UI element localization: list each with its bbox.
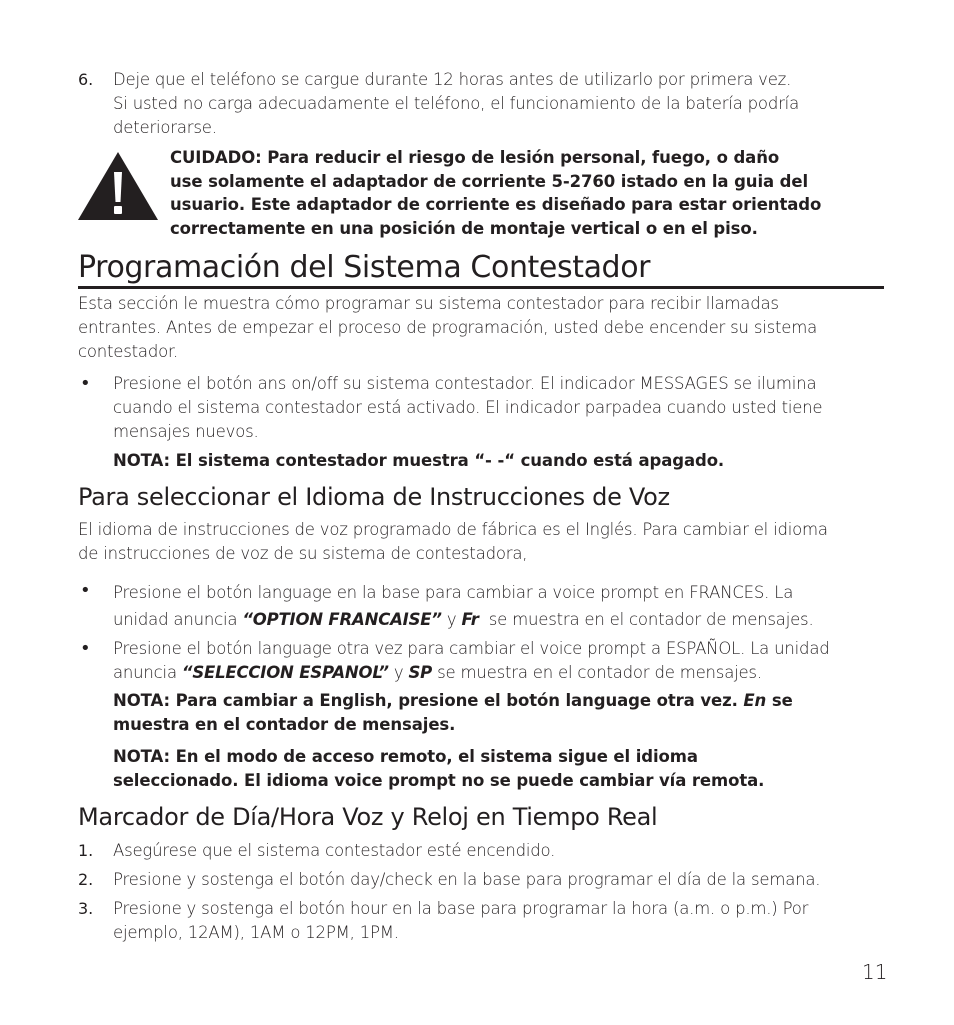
- bullet-text: [113, 637, 830, 685]
- bullet-line: mensajes nuevos.: [113, 422, 259, 441]
- intro-line: Esta sección le muestra cómo programar su sistema contestador para recibir llamadas: [78, 294, 779, 313]
- step-text: [113, 68, 799, 140]
- warning-triangle-icon: [78, 152, 158, 220]
- note-text: NOTA: El sistema contestador muestra “- -“ cuando está apagado.: [113, 451, 725, 470]
- subsection-intro: [78, 518, 828, 566]
- bullet-marker: •: [80, 580, 91, 601]
- display-code: SP: [408, 663, 433, 682]
- text-run: anuncia: [113, 663, 182, 682]
- text-run: se: [766, 691, 793, 710]
- subsection-intro-line: El idioma de instrucciones de voz programado de fábrica es el Inglés. Para cambiar el idioma: [78, 520, 828, 539]
- bullet-line: [113, 661, 830, 685]
- announcement-text: “OPTION FRANCAISE”: [242, 610, 442, 629]
- step-line: Deje que el teléfono se cargue durante 12 horas antes de utilizarlo por primera vez.: [113, 70, 792, 89]
- bullet-marker: •: [80, 638, 91, 659]
- section-divider: [78, 286, 884, 289]
- bullet-text: [113, 579, 814, 633]
- text-run: y: [441, 610, 462, 629]
- bullet-line: [113, 606, 814, 633]
- display-code: En: [743, 691, 767, 710]
- text-run: NOTA: Para cambiar a English, presione el botón language otra vez.: [113, 691, 744, 710]
- intro-line: contestador.: [78, 342, 179, 361]
- intro-paragraph: [78, 292, 817, 364]
- text-run: se muestra en el contador de mensajes.: [478, 610, 814, 629]
- step-text: [113, 897, 808, 945]
- text-run: y: [388, 663, 409, 682]
- subsection-title: Para seleccionar el Idioma de Instrucciones de Voz: [78, 483, 670, 511]
- step-text: Asegúrese que el sistema contestador esté encendido.: [113, 841, 556, 860]
- step-line: ejemplo, 12AM), 1AM o 12PM, 1PM.: [113, 923, 399, 942]
- note-line: seleccionado. El idioma voice prompt no se puede cambiar vía remota.: [113, 771, 765, 790]
- step-number: 1.: [78, 841, 94, 860]
- section-title: Programación del Sistema Contestador: [78, 250, 651, 285]
- bullet-line: Presione el botón language en la base para cambiar a voice prompt en FRANCES. La: [113, 583, 794, 602]
- caution-line: CUIDADO: Para reducir el riesgo de lesión personal, fuego, o daño: [170, 148, 780, 167]
- page-number: 11: [862, 960, 888, 984]
- intro-line: entrantes. Antes de empezar el proceso de programación, usted debe encender su sistema: [78, 318, 818, 337]
- bullet-line: cuando el sistema contestador está activado. El indicador parpadea cuando usted tiene: [113, 398, 823, 417]
- announcement-text: “SELECCION ESPANOL”: [181, 663, 389, 682]
- subsection-title: Marcador de Día/Hora Voz y Reloj en Tiempo Real: [78, 803, 658, 831]
- display-code: Fr: [461, 610, 479, 629]
- caution-line: correctamente en una posición de montaje vertical o en el piso.: [170, 218, 758, 238]
- step-number: 3.: [78, 899, 94, 918]
- note-line: NOTA: En el modo de acceso remoto, el sistema sigue el idioma: [113, 747, 698, 766]
- step-line: Si usted no carga adecuadamente el teléfono, el funcionamiento de la batería podría: [113, 94, 799, 113]
- step-number: 6.: [78, 70, 94, 89]
- note-line: [113, 689, 793, 713]
- text-run: se muestra en el contador de mensajes.: [432, 663, 762, 682]
- bullet-text: [113, 372, 822, 444]
- note-text: [113, 745, 764, 793]
- bullet-line: Presione el botón ans on/off su sistema contestador. El indicador MESSAGES se ilumina: [113, 374, 817, 393]
- caution-line: use solamente el adaptador de corriente 5-2760 istado en la guia del: [170, 171, 809, 191]
- subsection-intro-line: de instrucciones de voz de su sistema de contestadora,: [78, 544, 528, 563]
- step-line: Presione y sostenga el botón hour en la base para programar la hora (a.m. o p.m.) Por: [113, 899, 809, 918]
- caution-line: usuario. Este adaptador de corriente es diseñado para estar orientado: [170, 195, 822, 214]
- step-number: 2.: [78, 870, 94, 889]
- text-run: unidad anuncia: [113, 610, 243, 629]
- bullet-line: Presione el botón language otra vez para cambiar el voice prompt a ESPAÑOL. La unidad: [113, 639, 830, 658]
- step-text: Presione y sostenga el botón day/check en la base para programar el día de la semana.: [113, 870, 821, 889]
- note-text: [113, 689, 793, 737]
- bullet-marker: •: [80, 373, 91, 394]
- caution-text: [170, 146, 870, 240]
- note-line: muestra en el contador de mensajes.: [113, 715, 456, 734]
- step-line: deteriorarse.: [113, 118, 217, 137]
